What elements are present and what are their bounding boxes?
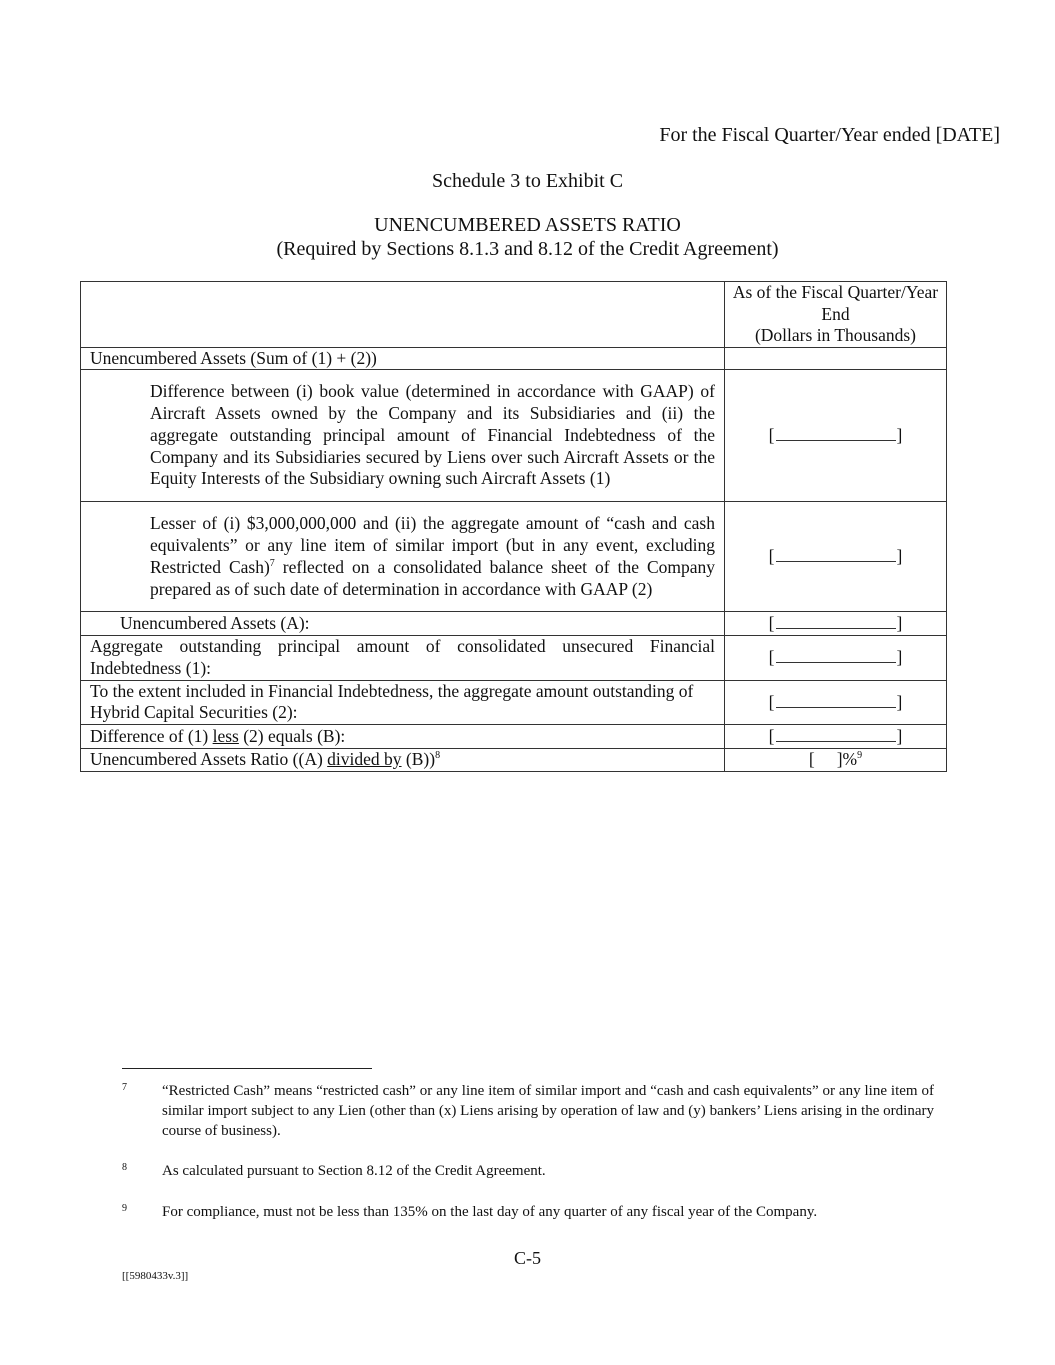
table-row: [81, 749, 947, 772]
row-label: To the extent included in Financial Indebtedness, the aggregate amount outstanding of Hybrid Capital Securities (2):: [81, 680, 725, 725]
footnote-ref-9[interactable]: 9: [857, 750, 863, 762]
footnote-text: As calculated pursuant to Section 8.12 of the Credit Agreement.: [162, 1163, 546, 1179]
document-title: UNENCUMBERED ASSETS RATIO: [374, 214, 681, 236]
footnote-ref-7[interactable]: 7: [269, 557, 275, 569]
fiscal-period-heading: For the Fiscal Quarter/Year ended [DATE]: [659, 124, 1000, 146]
row-value-field[interactable]: [ ]: [725, 370, 947, 502]
footnote-7: [122, 1081, 934, 1141]
row-value-field[interactable]: [ ]: [725, 636, 947, 681]
row-label: Lesser of (i) $3,000,000,000 and (ii) the aggregate amount of “cash and cash equivalents” or any line item of similar import (but in any event, excluding Restricted Cash)$^7$ reflected on a consolidated balance sheet of the Company prepared as of such date of determination in accordance with GAAP (2): [81, 502, 725, 612]
table-row: [81, 370, 947, 502]
header-blank-cell: [81, 282, 725, 348]
row-label: Unencumbered Assets (Sum of (1) + (2)): [81, 347, 725, 370]
ratio-value-field[interactable]: [ ]%$^9$: [725, 749, 947, 772]
document-subtitle: (Required by Sections 8.1.3 and 8.12 of the Credit Agreement): [276, 238, 779, 260]
table-row: [81, 636, 947, 681]
footnote-separator: [122, 1068, 372, 1069]
table-row: [81, 347, 947, 370]
row-label: Difference of (1) less (2) equals (B):: [81, 725, 725, 749]
footnote-text: For compliance, must not be less than 135% on the last day of any quarter of any fiscal year of the Company.: [162, 1204, 818, 1220]
table-row: [81, 680, 947, 725]
column-header-line1: As of the Fiscal Quarter/Year End: [732, 282, 939, 324]
table-header-row: [81, 282, 947, 348]
row-label: Aggregate outstanding principal amount of consolidated unsecured Financial Indebtedness (1):: [81, 636, 725, 681]
footnote-8: [122, 1161, 934, 1181]
row-value-field[interactable]: [ ]: [725, 680, 947, 725]
schedule-heading: Schedule 3 to Exhibit C: [431, 170, 624, 192]
footnote-9: [122, 1202, 934, 1222]
unencumbered-assets-table: [80, 281, 947, 772]
footnote-ref-8[interactable]: 8: [435, 750, 441, 762]
column-header-line2: (Dollars in Thousands): [754, 325, 917, 345]
page-number: C-5: [514, 1248, 541, 1268]
footnote-number: 8: [122, 1162, 127, 1173]
column-header: [725, 282, 947, 348]
document-id: [[5980433v.3]]: [122, 1270, 189, 1282]
row-label: Unencumbered Assets (A):: [81, 612, 725, 636]
table-row: [81, 502, 947, 612]
table-row: [81, 612, 947, 636]
row-label: Unencumbered Assets Ratio ((A) divided by (B))$^8$: [81, 749, 725, 772]
row-value: [725, 347, 947, 370]
row-value-field[interactable]: [ ]: [725, 502, 947, 612]
row-value-field[interactable]: [ ]: [725, 612, 947, 636]
footnote-number: 9: [122, 1203, 127, 1214]
footnote-number: 7: [122, 1082, 127, 1093]
table-row: [81, 725, 947, 749]
row-label: Difference between (i) book value (determined in accordance with GAAP) of Aircraft Assets owned by the Company and its Subsidiaries and (ii) the aggregate outstanding principal amount of Financial Indebtedness of the Company and its Subsidiaries secured by Liens over such Aircraft Assets or the Equity Interests of the Subsidiary owning such Aircraft Assets (1): [81, 370, 725, 502]
row-value-field[interactable]: [ ]: [725, 725, 947, 749]
footnote-text: “Restricted Cash” means “restricted cash” or any line item of similar import and “cash and cash equivalents” or any line item of similar import subject to any Lien (other than (x) Liens arising by operation of law and (y) bankers’ Liens arising in the ordinary course of business).: [162, 1083, 934, 1139]
